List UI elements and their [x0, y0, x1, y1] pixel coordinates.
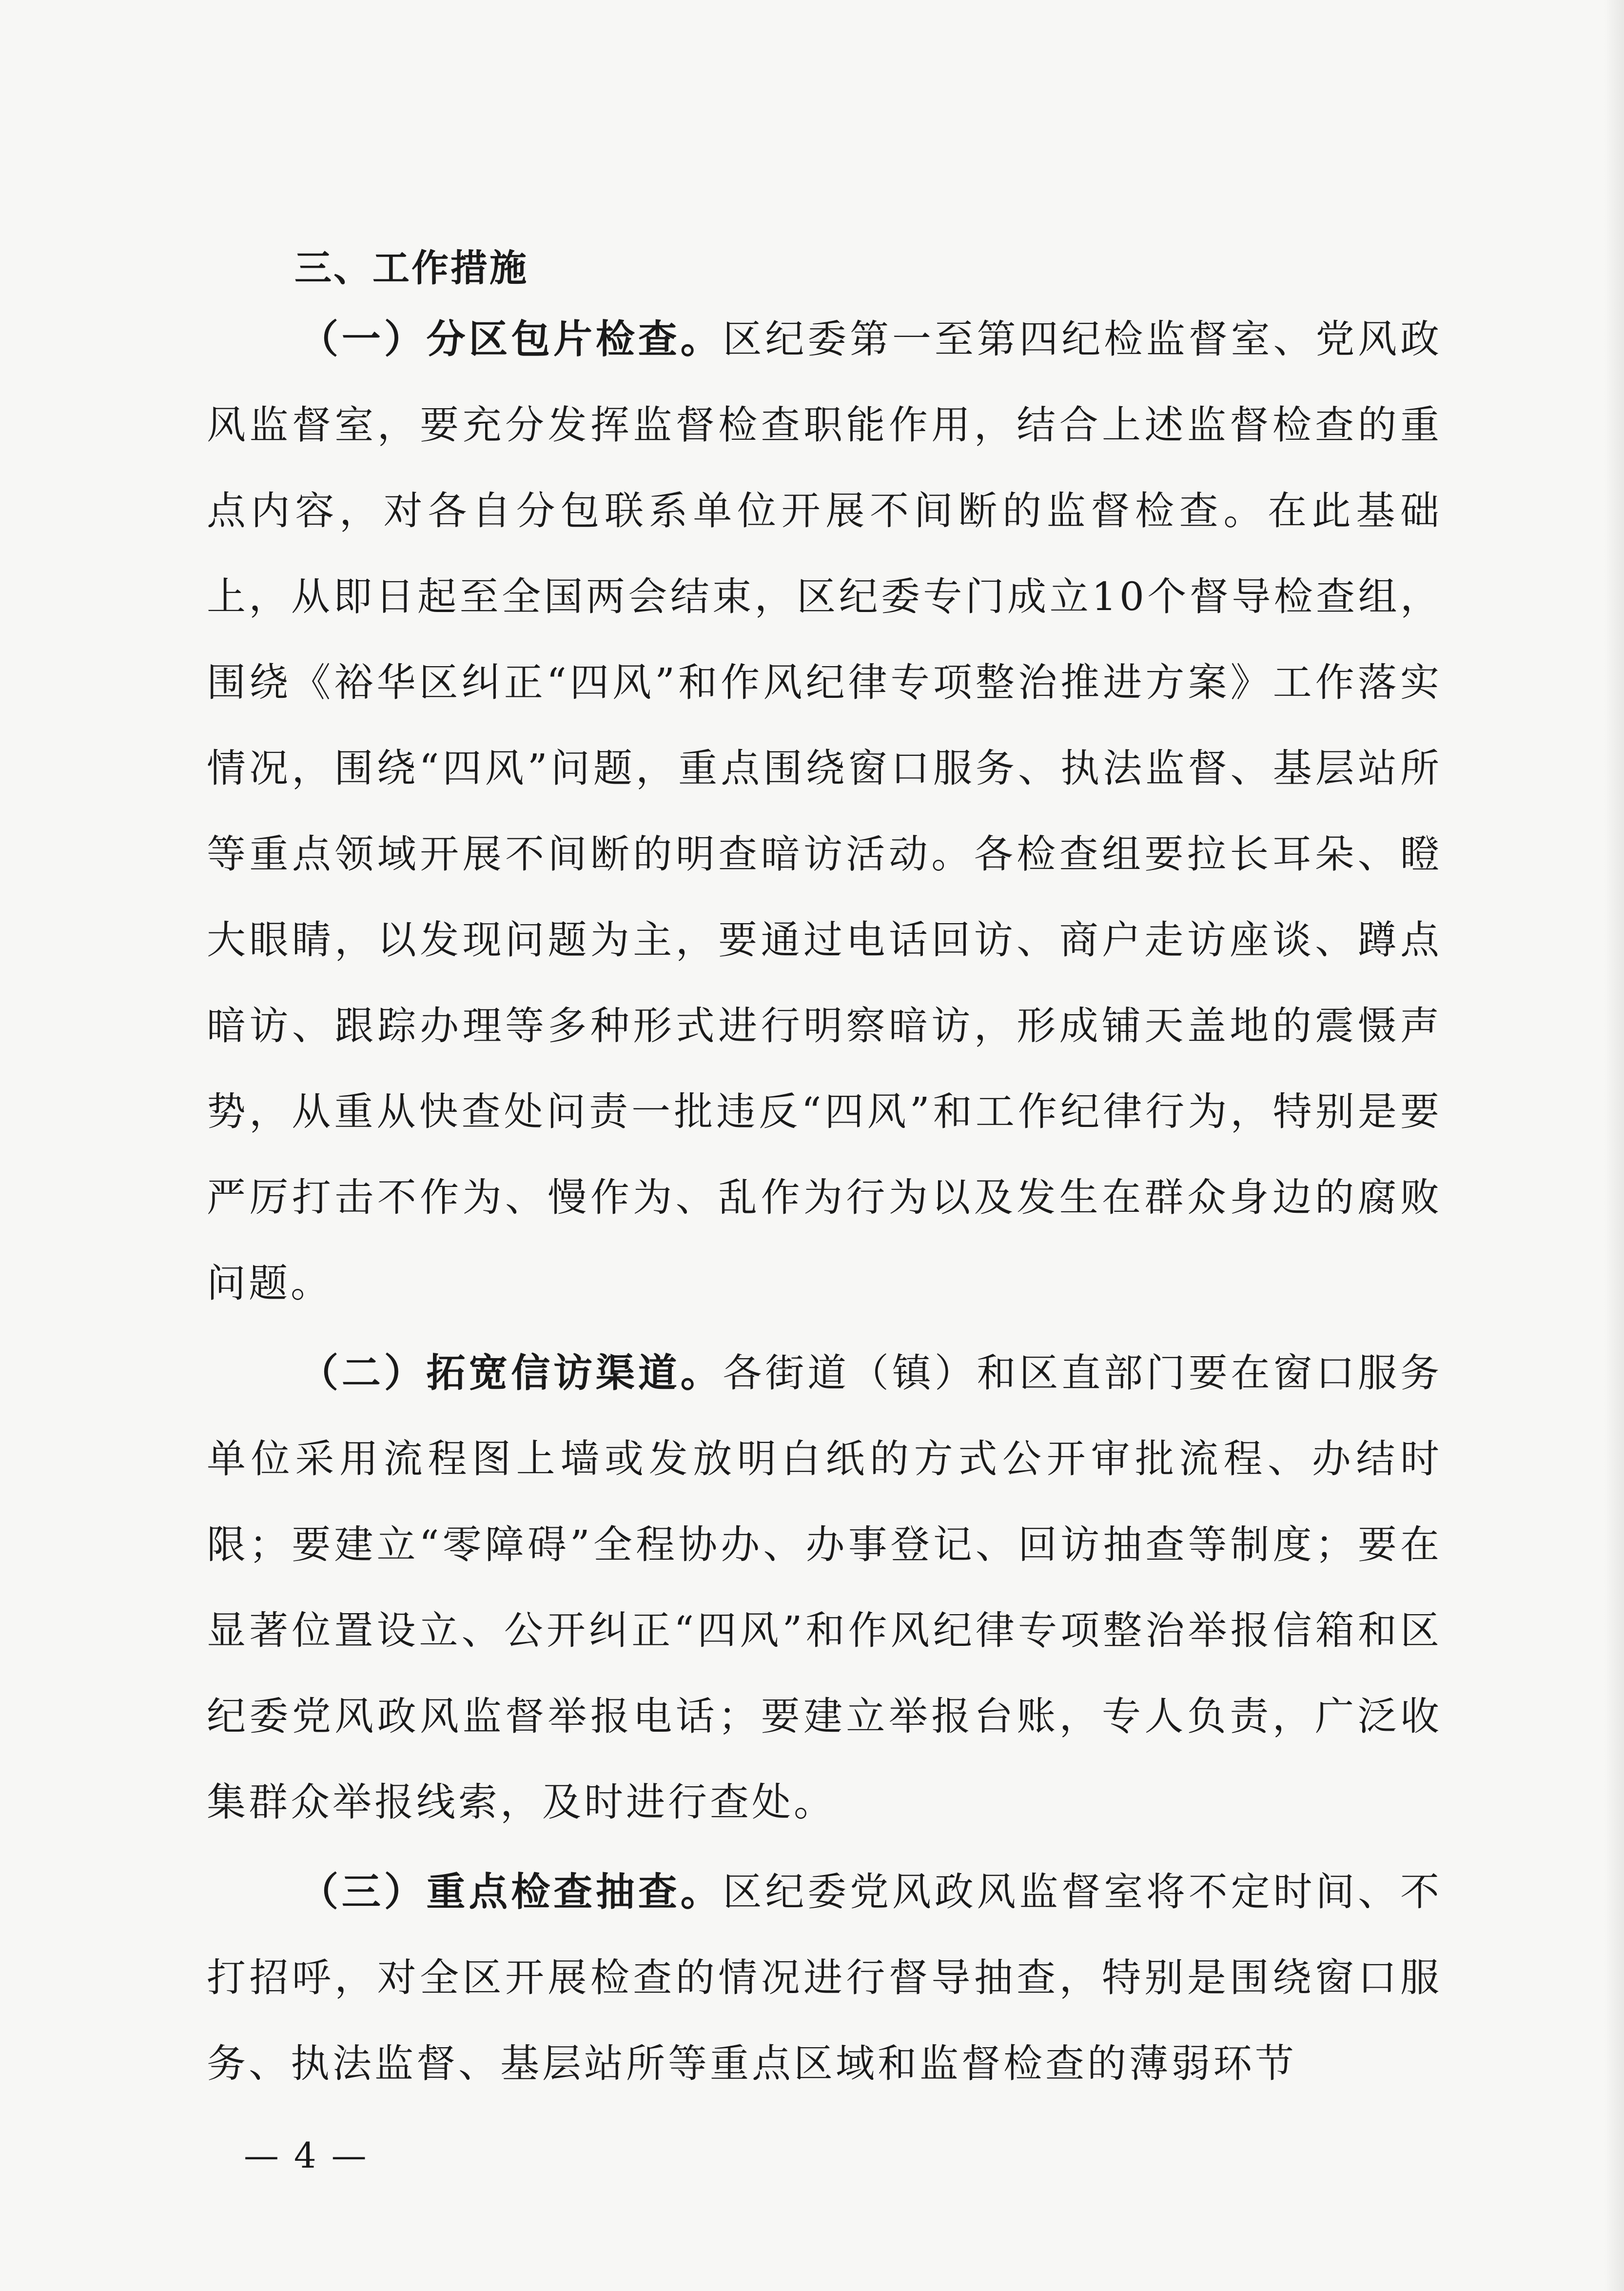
paragraph-3-text: 区纪委党风政风监督室将不定时间、不打招呼，对全区开展检查的情况进行督导抽查，特别是围绕窗口服务、执法监督、基层站所等重点区域和监督检查的薄弱环节: [207, 1869, 1443, 2086]
paragraph-1-text: 区纪委第一至第四纪检监督室、党风政风监督室，要充分发挥监督检查职能作用，结合上述监督检查的重点内容，对各自分包联系单位开展不间断的监督检查。在此基础上，从即日起至全国两会结束，区纪委专门成立10个督导检查组，围绕《裕华区纠正“四风”和作风纪律专项整治推进方案》工作落实情况，围绕“四风”问题，重点围绕窗口服务、执法监督、基层站所等重点领域开展不间断的明查暗访活动。各检查组要拉长耳朵、瞪大眼睛，以发现问题为主，要通过电话回访、商户走访座谈、蹲点暗访、跟踪办理等多种形式进行明察暗访，形成铺天盖地的震慑声势，从重从快查处问责一批违反“四风”和工作纪律行为，特别是要严厉打击不作为、慢作为、乱作为行为以及发生在群众身边的腐败问题。: [207, 316, 1443, 1306]
paragraph-1-lead: （一）分区包片检查。: [299, 316, 723, 362]
paragraph-2: [207, 1330, 1442, 1845]
paragraph-3-lead: （三）重点检查抽查。: [299, 1869, 723, 1915]
section-heading: 三、工作措施: [294, 246, 528, 290]
paragraph-1: [207, 296, 1442, 1326]
paragraph-2-text: 各街道（镇）和区直部门要在窗口服务单位采用流程图上墙或发放明白纸的方式公开审批流程、办结时限；要建立“零障碍”全程协办、办事登记、回访抽查等制度；要在显著位置设立、公开纠正“四风”和作风纪律专项整治举报信箱和区纪委党风政风监督举报电话；要建立举报台账，专人负责，广泛收集群众举报线索，及时进行查处。: [207, 1350, 1443, 1825]
paragraph-2-lead: （二）拓宽信访渠道。: [299, 1350, 723, 1396]
scan-edge-shadow: [1604, 0, 1624, 2291]
document-body: [207, 244, 1442, 2107]
page-number: — 4 —: [244, 2135, 369, 2176]
paragraph-3: [207, 1849, 1442, 2107]
